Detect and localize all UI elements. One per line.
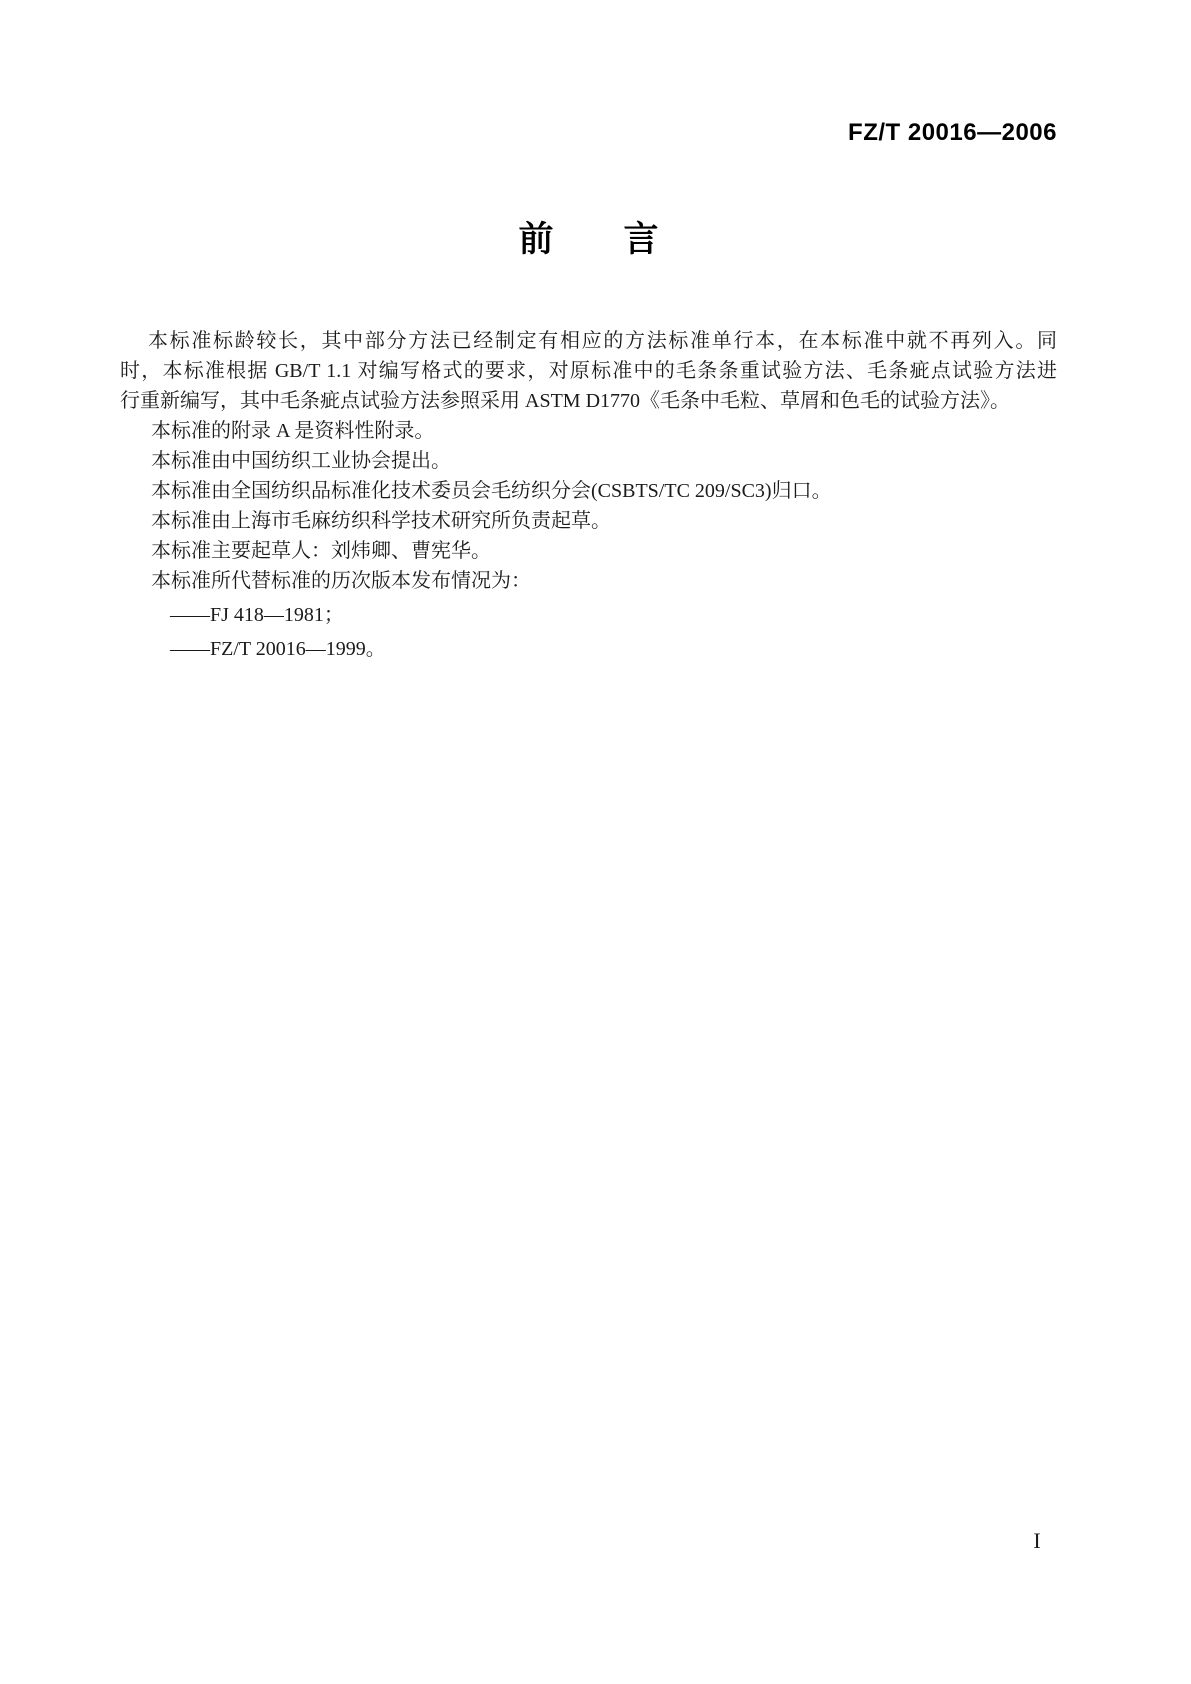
statement-drafting-org: 本标准由上海市毛麻纺织科学技术研究所负责起草。	[151, 510, 611, 532]
paragraph-line-1: 本标准标龄较长，其中部分方法已经制定有相应的方法标准单行本，在本标准中就不再列入。同	[148, 330, 1057, 352]
statement-proposed-by: 本标准由中国纺织工业协会提出。	[151, 450, 451, 472]
statement-drafters: 本标准主要起草人：刘炜卿、曹宪华。	[151, 540, 491, 562]
page-number: I	[1033, 1528, 1041, 1553]
foreword-body	[120, 326, 1057, 664]
paragraph-line-2: 时，本标准根据 GB/T 1.1 对编写格式的要求，对原标准中的毛条条重试验方法、毛条疵点试验方法进	[120, 360, 1057, 382]
history-item-2: ——FZ/T 20016—1999。	[170, 638, 386, 660]
history-item-1: ——FJ 418—1981；	[170, 604, 344, 626]
statement-jurisdiction: 本标准由全国纺织品标准化技术委员会毛纺织分会(CSBTS/TC 209/SC3)归口。	[151, 480, 832, 502]
statement-appendix: 本标准的附录 A 是资料性附录。	[151, 420, 435, 442]
page-title: 前 言	[518, 220, 659, 259]
paragraph-line-3: 行重新编写，其中毛条疵点试验方法参照采用 ASTM D1770《毛条中毛粒、草屑和色毛的试验方法》。	[120, 390, 1011, 412]
statement-history-intro: 本标准所代替标准的历次版本发布情况为：	[151, 570, 531, 592]
standard-code-header: FZ/T 20016—2006	[848, 119, 1057, 146]
